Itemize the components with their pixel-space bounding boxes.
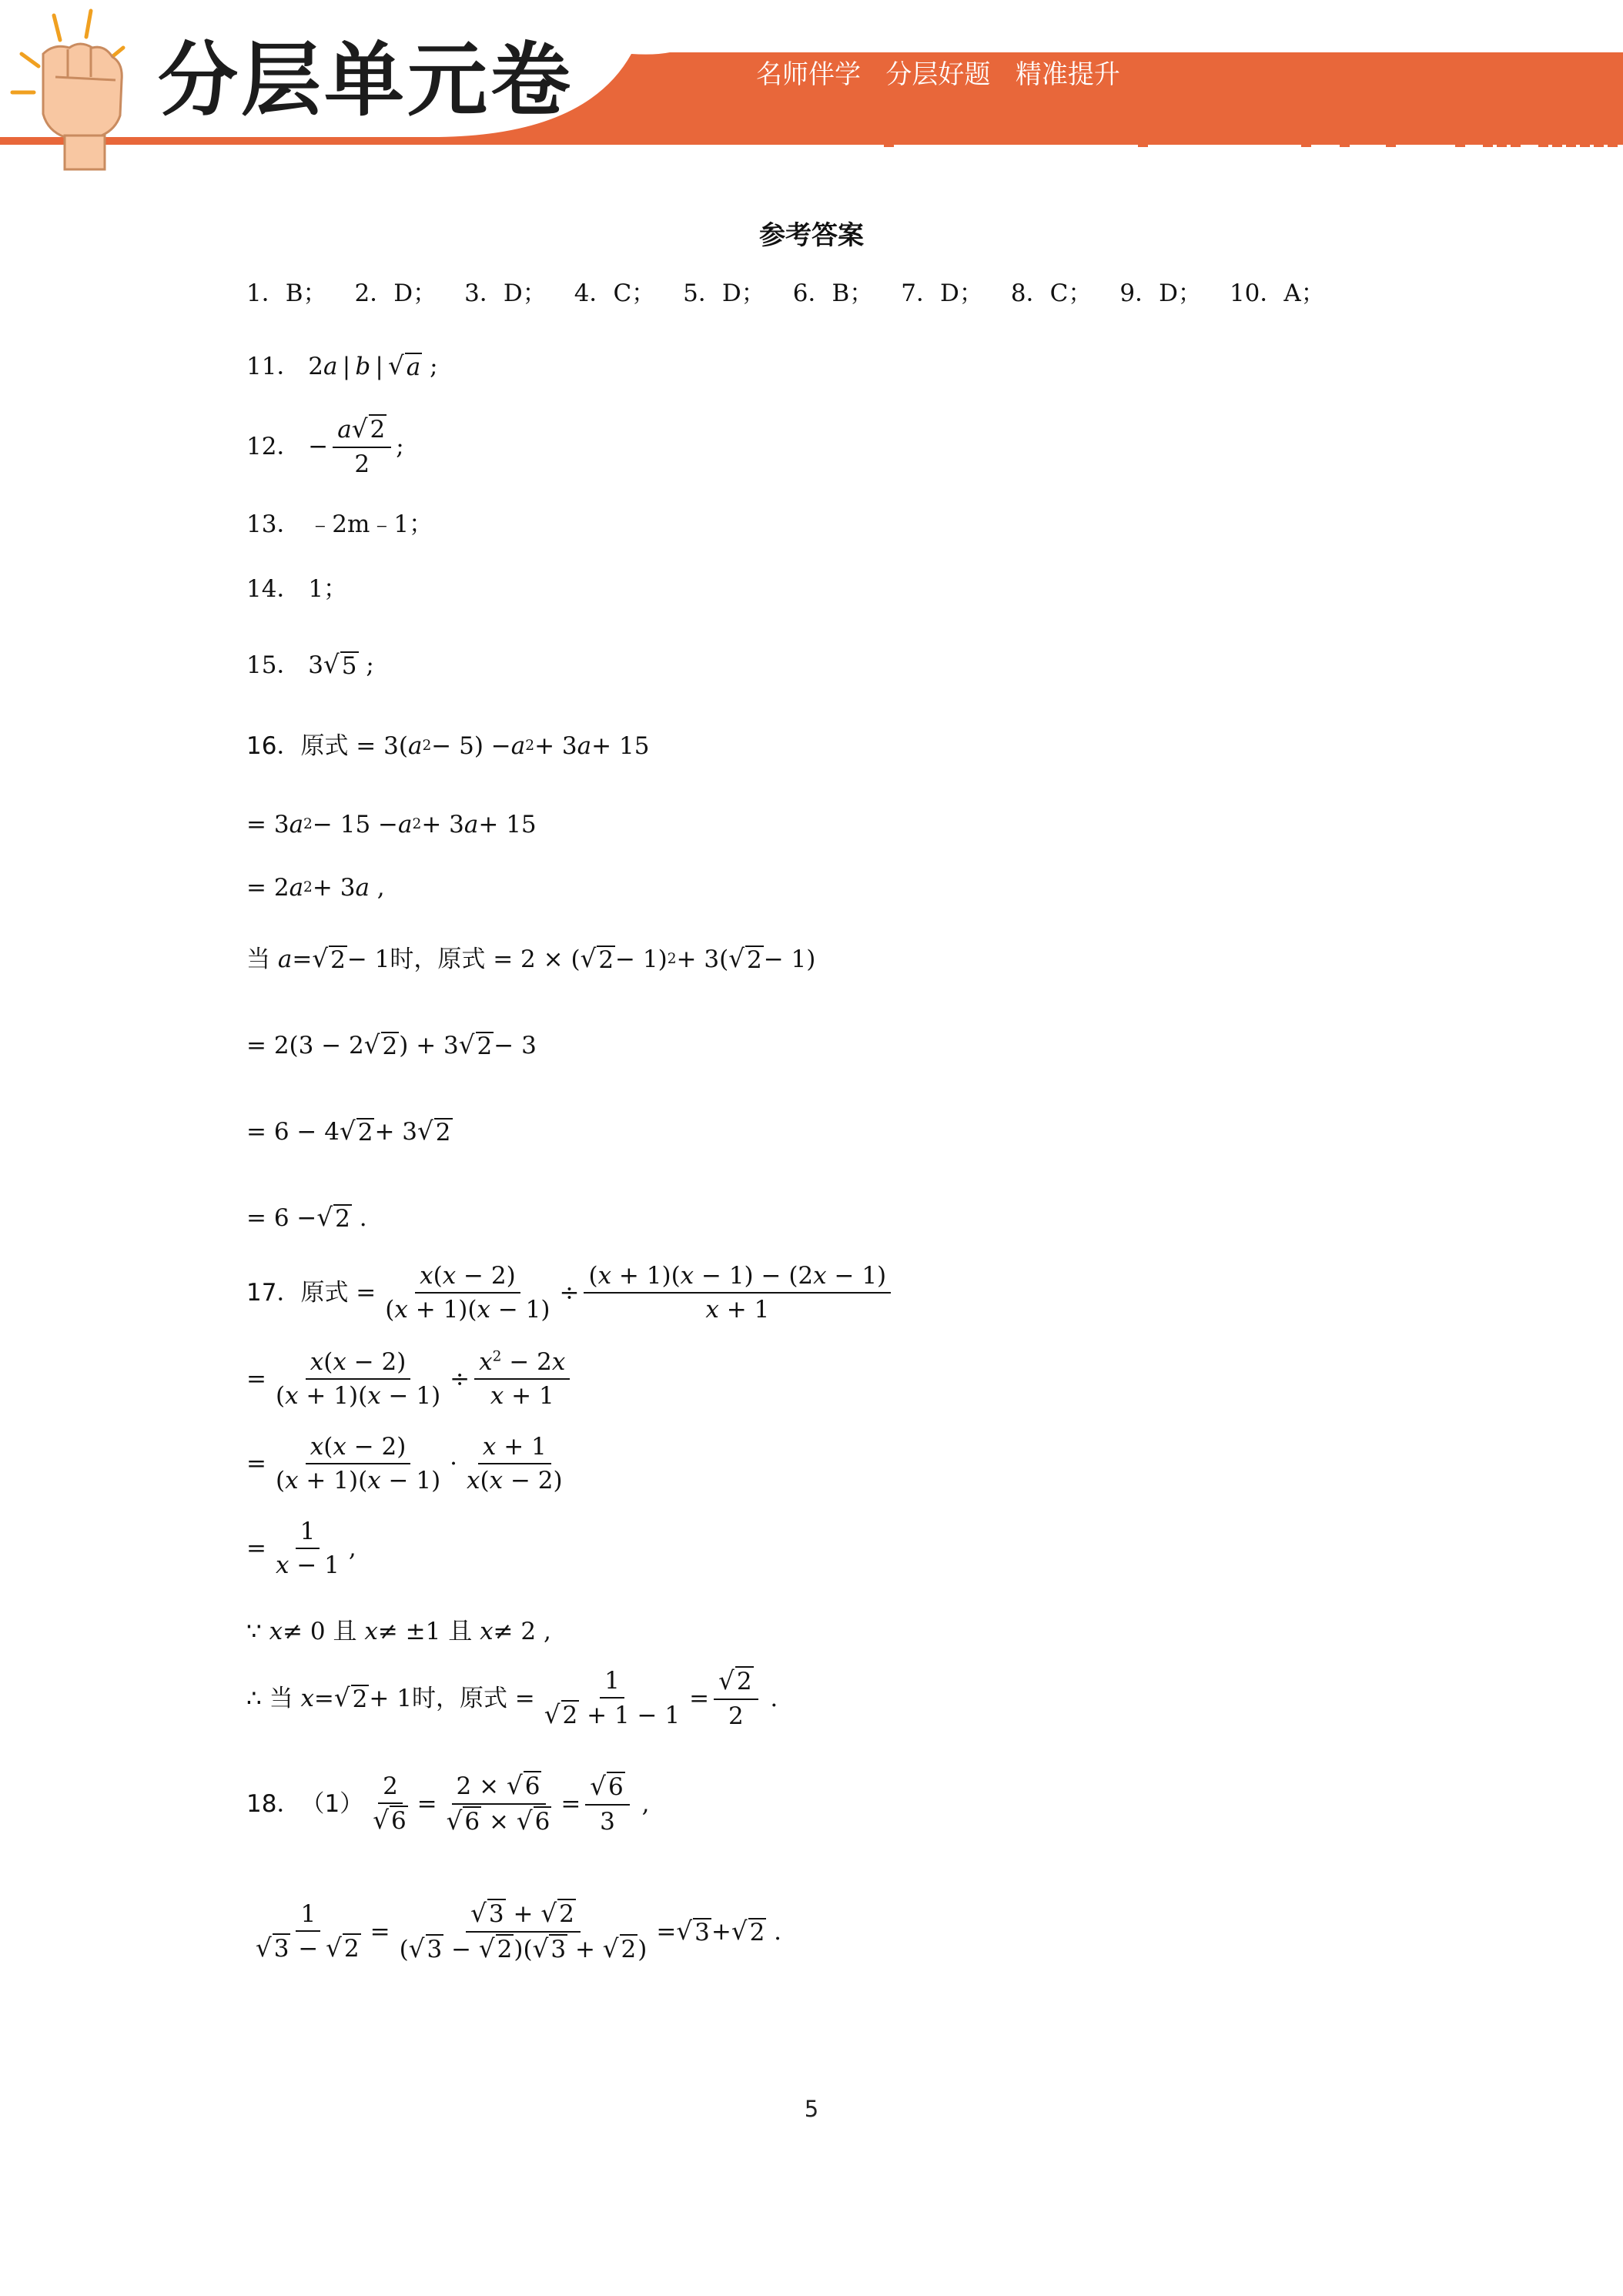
page-title: 参考答案 [759,220,864,251]
answer-item: 1．B； [246,279,327,307]
answer-17-line-2: = $\frac{x(x - 2)}{(x + 1)(x - 1)}$ ÷ $\frac{x^2 - 2x}{x + 1}$ [246,1349,574,1409]
answer-18-line-2: $\frac{1}{√3 - √2}$ = $\frac{√3 + √2}{(√3 - √2)(√3 + √2)}$ = √ 3 + √ 2 . [256,1899,782,1963]
answer-16-line-5: = 2(3 − 2 √ 2 ) + 3 √ 2 − 3 [246,1030,537,1060]
answer-item: 7．D； [901,279,983,307]
header-rule [0,137,1623,145]
page-number: 5 [804,2096,819,2122]
answer-16-line-7: = 6 − √ 2 . [246,1203,367,1233]
header [0,0,1623,177]
answer-14: 14． 1； [246,575,348,603]
answer-17-line-4: = $\frac{1}{x - 1}$ , [246,1518,356,1580]
answer-16-line-1: 16． 原式 = 3( a 2 − 5) − a 2 + 3 a + 15 [246,732,650,760]
answer-16-line-2: = 3 a 2 − 15 − a 2 + 3 a + 15 [246,811,537,838]
answer-16-line-4: 当 a = √ 2 − 1 时， 原式 = 2 × ( √ 2 − 1) 2 + 3( √ 2 − 1) [246,944,816,974]
slogan: 名师伴学 分层好题 精准提升 [756,59,1120,90]
answer-item: 10．A； [1229,279,1325,307]
answer-17-line-6: ∴ 当 x = √ 2 + 1 时， 原式 = $\frac{1}{√2 + 1 - 1}$ = $\frac{√2}{2}$ . [246,1666,778,1730]
answer-12: 12． − $\frac{a√2}{2}$ ; [246,414,404,478]
answer-13: 13． ﹣2m﹣1； [246,510,433,538]
answer-16-line-6: = 6 − 4 √ 2 + 3 √ 2 [246,1116,451,1146]
answer-11: 11． 2 a | b | √ a ; [246,351,438,381]
answer-16-line-3: = 2 a 2 + 3 a , [246,874,385,902]
answer-item: 8．C； [1010,279,1093,307]
fist-icon [12,11,123,169]
multiple-choice-answers [246,280,1353,306]
answer-17-line-3: = $\frac{x(x - 2)}{(x + 1)(x - 1)}$ · $\frac{x + 1}{x(x - 2)}$ [246,1433,563,1495]
answer-18-line-1: 18． （1） $\frac{2}{√6}$ = $\frac{2 \times √6}{√6 \times √6}$ = $\frac{√6}{3}$ , [246,1771,650,1836]
answer-item: 5．D； [683,279,765,307]
answer-item: 9．D； [1119,279,1202,307]
answer-15: 15． 3 √ 5 ; [246,650,374,680]
answer-item: 6．B； [792,279,874,307]
brand-title: 分层单元卷 [158,33,574,127]
answer-item: 2．D； [354,279,437,307]
answer-item: 3．D； [464,279,547,307]
answer-17-line-5: ∵ x ≠ 0 且 x ≠ ±1 且 x ≠ 2 , [246,1618,551,1645]
answer-17-line-1: 17． 原式 = $\frac{x(x - 2)}{(x + 1)(x - 1)}$ ÷ $\frac{(x + 1)(x - 1) - (2x - 1)}{x + 1}$ [246,1263,895,1323]
answer-item: 4．C； [574,279,656,307]
